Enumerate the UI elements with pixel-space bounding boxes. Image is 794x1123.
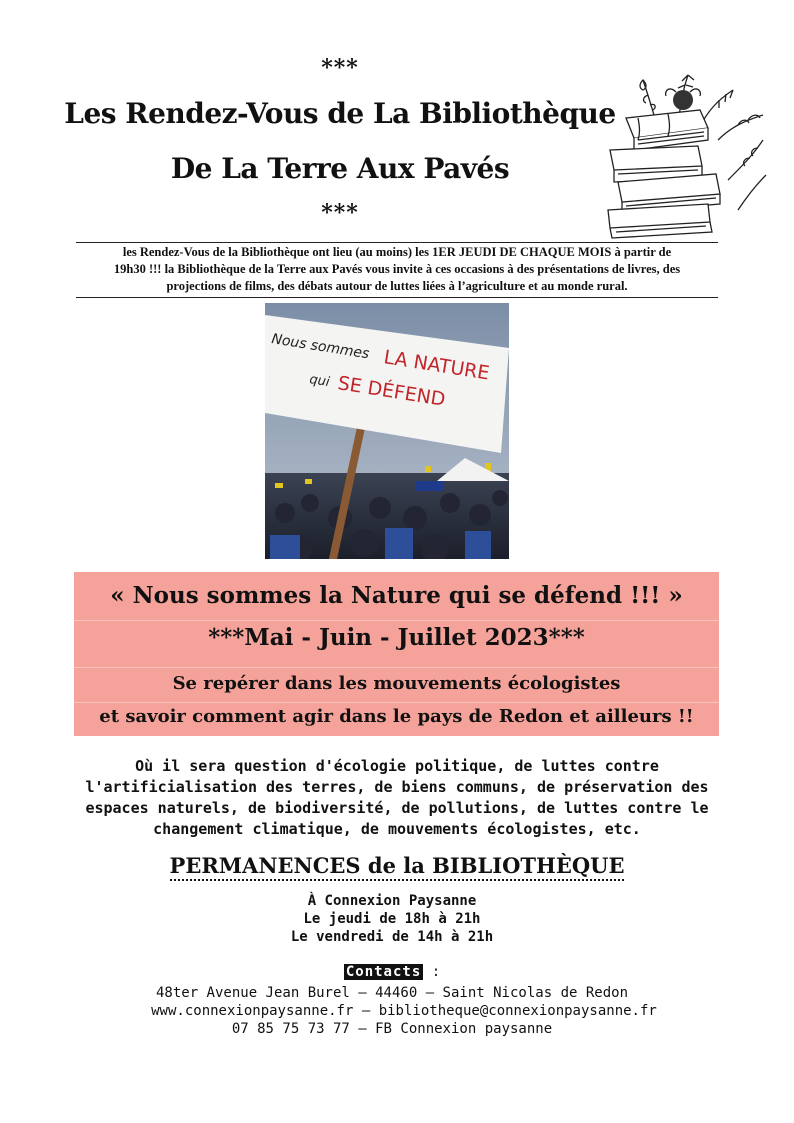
contact-phone: 07 85 75 73 77 – FB Connexion paysanne: [231, 1021, 553, 1037]
banner-quote: « Nous sommes la Nature qui se défend !!! »: [110, 582, 683, 609]
sign-text: qui: [308, 372, 331, 391]
contacts-heading: [0, 964, 784, 980]
banner-divider: [74, 667, 719, 668]
description-line: espaces naturels, de biodiversité, de pollutions, de luttes contre le: [85, 799, 709, 817]
intro-line: les Rendez-Vous de la Bibliothèque ont lieu (au moins) les 1ER JEUDI DE CHAQUE MOIS à partir de: [122, 245, 672, 259]
permanences-title-text: PERMANENCES de la BIBLIOTHÈQUE: [170, 853, 625, 881]
event-banner: [74, 572, 719, 736]
header-stars-top: ***: [321, 55, 359, 81]
description-line: changement climatique, de mouvements écologistes, etc.: [153, 820, 641, 838]
contacts-suffix: :: [423, 964, 441, 980]
description-line: l'artificialisation des terres, de biens communs, de préservation des: [85, 778, 709, 796]
description-line: Où il sera question d'écologie politique, de luttes contre: [135, 757, 659, 775]
banner-divider: [74, 620, 719, 621]
banner-subtitle: et savoir comment agir dans le pays de Redon et ailleurs !!: [99, 706, 694, 727]
sign-text: Nous sommes: [270, 331, 371, 363]
sign-text: LA NATURE: [382, 346, 491, 385]
permanences-title: [0, 853, 794, 878]
banner-dates: ***Mai - Juin - Juillet 2023***: [208, 624, 585, 651]
contacts-label: Contacts: [345, 964, 422, 980]
book-stack-icon: [598, 70, 773, 240]
description-paragraph: [0, 756, 794, 840]
intro-paragraph: [76, 242, 718, 298]
contact-address: 48ter Avenue Jean Burel – 44460 – Saint Nicolas de Redon: [155, 985, 628, 1001]
page-title: Les Rendez-Vous de La Bibliothèque: [64, 97, 616, 130]
permanences-place: À Connexion Paysanne: [307, 893, 477, 909]
page-subtitle: De La Terre Aux Pavés: [170, 152, 510, 185]
protest-photo: [265, 303, 509, 559]
permanences-day: Le jeudi de 18h à 21h: [303, 911, 481, 927]
banner-subtitle: Se repérer dans les mouvements écologistes: [172, 673, 621, 694]
banner-divider: [74, 702, 719, 703]
contact-web-link[interactable]: www.connexionpaysanne.fr – bibliotheque@connexionpaysanne.fr: [151, 1003, 657, 1019]
intro-line: projections de films, des débats autour de luttes liées à l’agriculture et au monde rural.: [166, 279, 628, 293]
intro-line: 19h30 !!! la Bibliothèque de la Terre aux Pavés vous invite à ces occasions à des présentations de livres, des: [113, 262, 681, 276]
sign-text: SE DÉFEND: [336, 372, 447, 411]
header-stars-bottom: ***: [321, 200, 359, 226]
permanences-day: Le vendredi de 14h à 21h: [290, 929, 494, 945]
